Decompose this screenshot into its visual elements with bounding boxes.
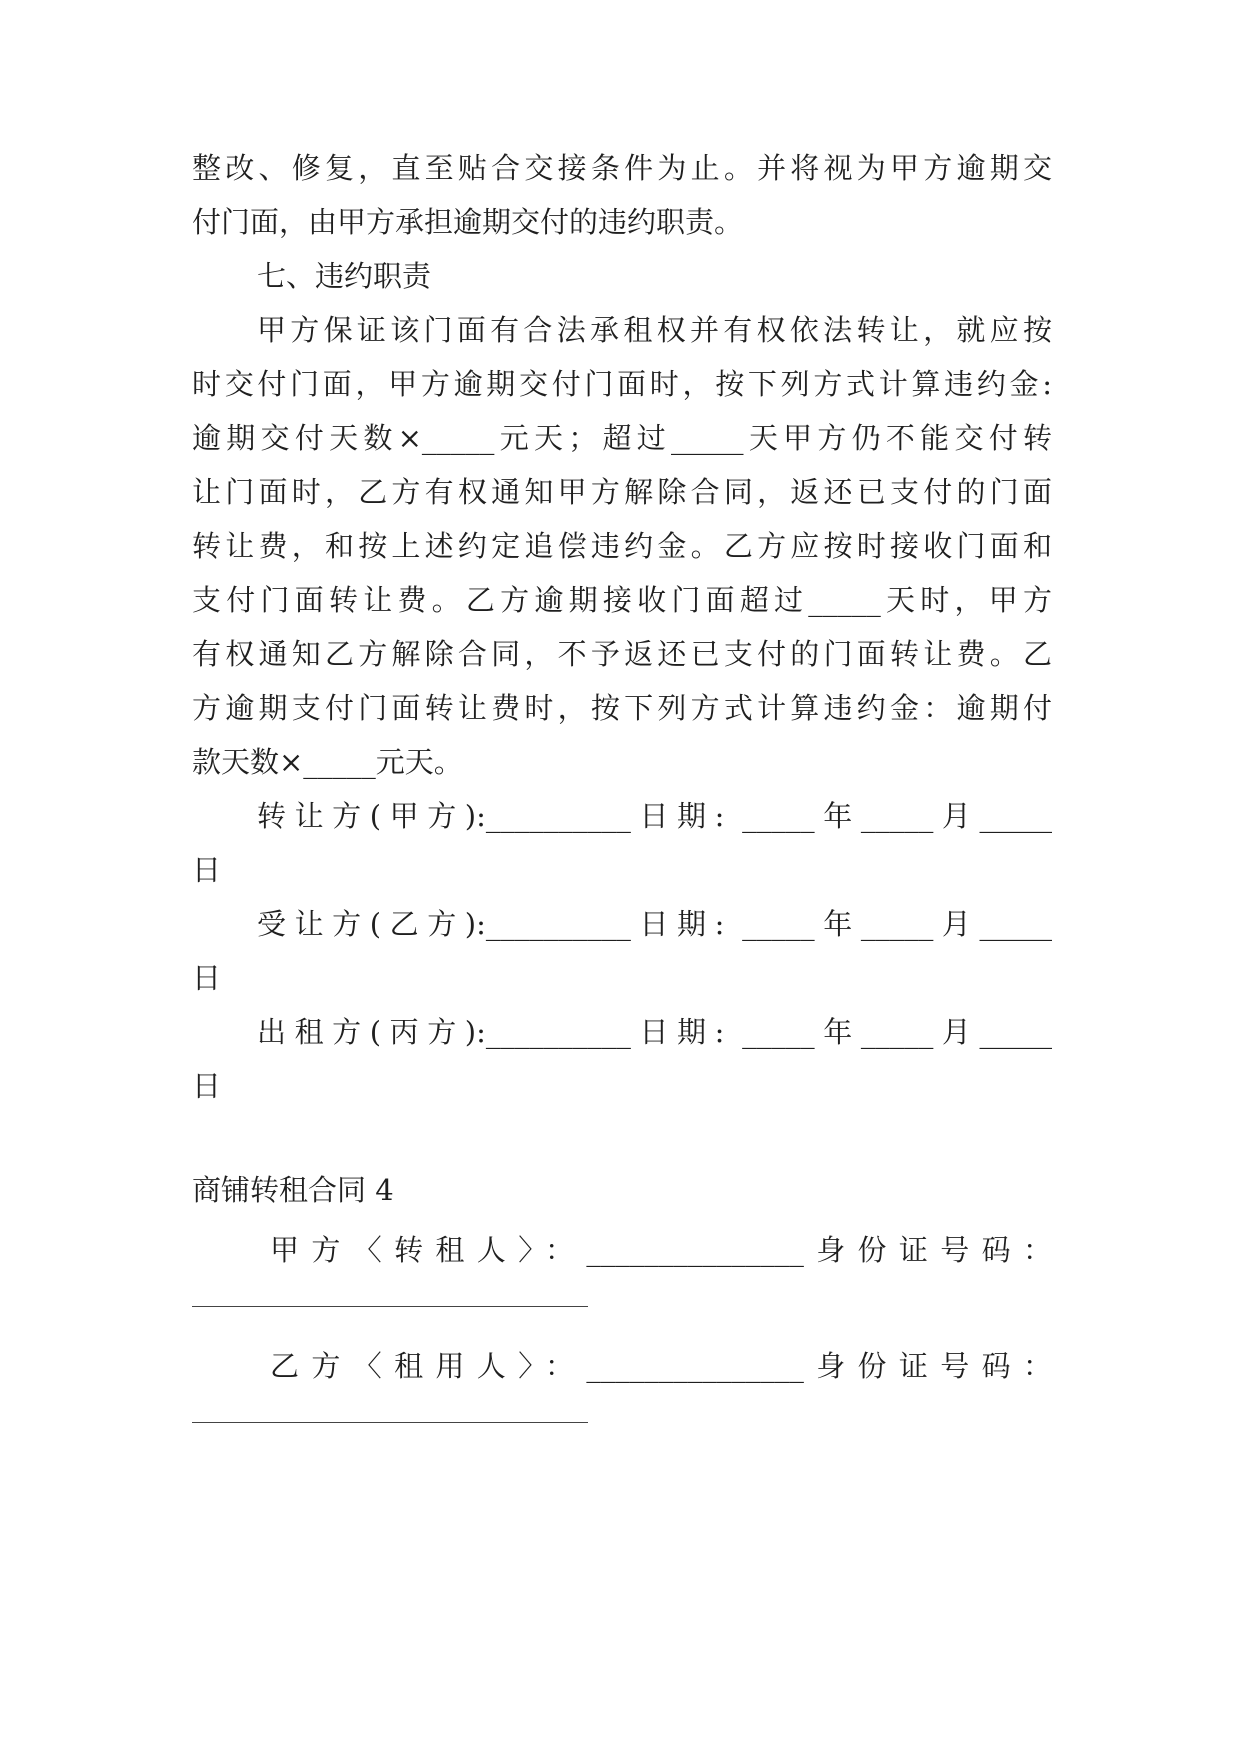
section-heading: 七、违约职责 bbox=[257, 259, 432, 293]
signature-transferee: 受让方(乙方):__________日期: _____年_____月_____ bbox=[257, 907, 1052, 941]
signature-lessor: 出租方(丙方):__________日期: _____年_____月_____ bbox=[257, 1015, 1052, 1049]
paragraph-line: 让门面时，乙方有权通知甲方解除合同，返还已支付的门面 bbox=[192, 475, 1052, 509]
signature-day: 日 bbox=[192, 853, 222, 887]
paragraph-line: 付门面，由甲方承担逾期交付的违约职责。 bbox=[192, 205, 744, 239]
party-a-id-blank bbox=[192, 1306, 588, 1307]
paragraph-line: 支付门面转让费。乙方逾期接收门面超过_____天时，甲方 bbox=[192, 583, 1052, 617]
paragraph-line: 甲方保证该门面有合法承租权并有权依法转让，就应按 bbox=[257, 313, 1052, 347]
paragraph-line: 有权通知乙方解除合同，不予返还已支付的门面转让费。乙 bbox=[192, 637, 1052, 671]
paragraph-line: 整改、修复，直至贴合交接条件为止。并将视为甲方逾期交 bbox=[192, 151, 1052, 185]
signature-transferor: 转让方(甲方):__________日期: _____年_____月_____ bbox=[257, 799, 1052, 833]
paragraph-line: 转让费，和按上述约定追偿违约金。乙方应按时接收门面和 bbox=[192, 529, 1052, 563]
signature-day: 日 bbox=[192, 961, 222, 995]
signature-day: 日 bbox=[192, 1069, 222, 1103]
paragraph-line: 时交付门面，甲方逾期交付门面时，按下列方式计算违约金: bbox=[192, 367, 1052, 401]
party-a-line: 甲方〈转租人〉：_______________身份证号码： bbox=[270, 1233, 1052, 1267]
paragraph-line: 方逾期支付门面转让费时，按下列方式计算违约金：逾期付 bbox=[192, 691, 1052, 725]
paragraph-line: 逾期交付天数×_____元天；超过_____天甲方仍不能交付转 bbox=[192, 421, 1052, 455]
paragraph-line: 款天数×_____元天。 bbox=[192, 745, 463, 779]
party-b-id-blank bbox=[192, 1422, 588, 1423]
party-b-line: 乙方〈租用人〉：_______________身份证号码： bbox=[270, 1349, 1052, 1383]
contract-title: 商铺转租合同 4 bbox=[192, 1173, 394, 1207]
